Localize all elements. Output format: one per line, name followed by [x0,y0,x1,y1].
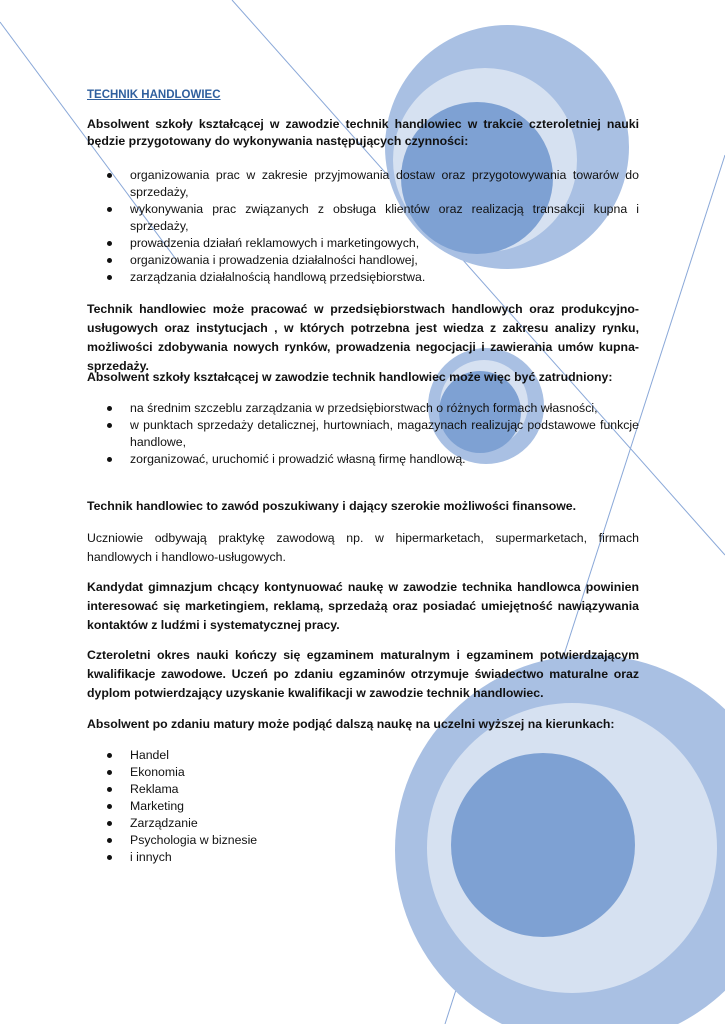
employment-list [87,400,639,468]
further-study-heading: Absolwent po zdaniu matury może podjąć dalszą naukę na uczelni wyższej na kierunkach: [87,717,615,731]
list-item: na średnim szczeblu zarządzania w przedsiębiorstwach o różnych formach własności, [87,400,639,417]
employment-heading: Absolwent szkoły kształcącej w zawodzie technik handlowiec może więc być zatrudniony: [87,370,613,384]
list-item: w punktach sprzedaży detalicznej, hurtowniach, magazynach realizując podstawowe funkcje handlowe, [87,417,639,451]
list-item: i innych [87,849,639,866]
page-title: TECHNIK HANDLOWIEC [87,89,221,101]
list-item: Marketing [87,798,639,815]
list-item: organizowania prac w zakresie przyjmowania dostaw oraz przygotowywania towarów do sprzedaży, [87,167,639,201]
list-item: organizowania i prowadzenia działalności handlowej, [87,252,639,269]
list-item: Psychologia w biznesie [87,832,639,849]
intro-paragraph: Absolwent szkoły kształcącej w zawodzie technik handlowiec w trakcie czteroletniej nauki będzie przygotowany do wykonywania następujących czynności: [87,117,639,148]
list-item: wykonywania prac związanych z obsługa klientów oraz realizacją transakcji kupna i sprzedaży, [87,201,639,235]
list-item: Handel [87,747,639,764]
list-item: Zarządzanie [87,815,639,832]
list-item: Reklama [87,781,639,798]
tasks-list [87,167,639,286]
candidate-paragraph: Kandydat gimnazjum chcący kontynuować naukę w zawodzie technika handlowca powinien interesować się marketingiem, reklamą, sprzedażą oraz posiadać umiejętność nawiązywania kontaktów z ludźmi i systematycznej pracy. [87,580,639,632]
list-item: prowadzenia działań reklamowych i marketingowych, [87,235,639,252]
work-places-paragraph: Technik handlowiec może pracować w przedsiębiorstwach handlowych oraz produkcyjno-usługowych oraz instytucjach , w których potrzebna jest wiedza z zakresu analizy rynku, możliwości zdobywania nowych rynków, prowadzenia negocjacji i zawierania umów kupna-sprzedaży. [87,302,639,373]
demand-paragraph: Technik handlowiec to zawód poszukiwany i dający szerokie możliwości finansowe. [87,499,577,513]
list-item: zarządzania działalnością handlową przedsiębiorstwa. [87,269,639,286]
fields-list [87,747,639,866]
list-item: Ekonomia [87,764,639,781]
practice-paragraph: Uczniowie odbywają praktykę zawodową np. w hipermarketach, supermarketach, firmach handlowych i handlowo-usługowych. [87,531,639,564]
list-item: zorganizować, uruchomić i prowadzić własną firmę handlową. [87,451,639,468]
exams-paragraph: Czteroletni okres nauki kończy się egzaminem maturalnym i egzaminem potwierdzającym kwalifikacje zawodowe. Uczeń po zdaniu egzaminów otrzymuje świadectwo maturalne oraz dyplom potwierdzający uzyskanie kwalifikacji w zawodzie technik handlowiec. [87,648,639,700]
